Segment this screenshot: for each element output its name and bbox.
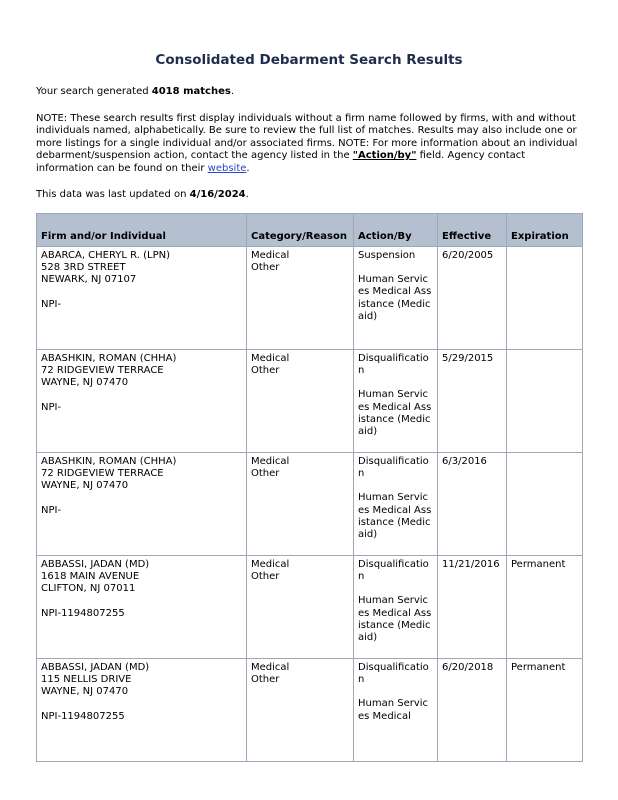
action-by-cell: [354, 247, 438, 350]
results-table: [36, 213, 583, 762]
reason: Other: [251, 468, 280, 480]
street-address: 528 3RD STREET: [41, 262, 126, 274]
table-row: [37, 659, 583, 762]
effective-date: 6/3/2016: [438, 453, 507, 556]
action: Disqualification: [358, 662, 429, 686]
firm-individual-cell: [37, 247, 247, 350]
city-state-zip: WAYNE, NJ 07470: [41, 686, 129, 698]
header-effective: Effective: [438, 214, 507, 247]
updated-prefix: This data was last updated on: [36, 189, 190, 200]
individual-name: ABBASSI, JADAN (MD): [41, 662, 150, 673]
note-text-before: NOTE: These search results first display individuals without a firm name followed by firms, with and without individuals named, alphabetically. Be sure to review the full list of matches. Results may also include one or more listings for a single individual and/or associated firms. NOTE: For more information about an individual debarment/suspension action, contact the agency listed in the: [36, 112, 578, 161]
expiration-date: [507, 350, 583, 453]
table-row: [37, 350, 583, 453]
npi-number: NPI-1194807255: [41, 607, 125, 619]
updated-date: 4/16/2024: [189, 189, 246, 200]
search-note: [36, 113, 582, 176]
header-category-reason: Category/Reason: [247, 214, 354, 247]
reason: Other: [251, 571, 280, 583]
category: Medical: [251, 353, 290, 364]
report-page: [36, 0, 582, 722]
action-by-cell: [354, 659, 438, 762]
table-row: [37, 453, 583, 556]
street-address: 72 RIDGEVIEW TERRACE: [41, 468, 164, 480]
action: Disqualification: [358, 559, 429, 583]
city-state-zip: CLIFTON, NJ 07011: [41, 583, 136, 595]
expiration-date: Permanent: [507, 659, 583, 762]
firm-individual-cell: [37, 556, 247, 659]
firm-individual-cell: [37, 453, 247, 556]
header-expiration: Expiration: [507, 214, 583, 247]
header-row: [37, 214, 583, 247]
category: Medical: [251, 662, 290, 673]
expiration-date: [507, 247, 583, 350]
city-state-zip: WAYNE, NJ 07470: [41, 480, 129, 492]
reason: Other: [251, 365, 280, 377]
summary-prefix: Your search generated: [36, 86, 152, 97]
street-address: 1618 MAIN AVENUE: [41, 571, 140, 583]
reason: Other: [251, 262, 280, 274]
action-by-field-ref: "Action/by": [352, 150, 417, 161]
street-address: 115 NELLIS DRIVE: [41, 674, 132, 686]
npi-number: NPI-1194807255: [41, 710, 125, 722]
table-row: [37, 556, 583, 659]
match-count: 4018 matches: [151, 86, 231, 97]
last-updated: [36, 189, 582, 202]
action-by-cell: [354, 350, 438, 453]
reason: Other: [251, 674, 280, 686]
action-by-cell: [354, 453, 438, 556]
agency: Human Services Medical: [358, 698, 429, 722]
effective-date: 6/20/2018: [438, 659, 507, 762]
updated-suffix: .: [245, 189, 249, 200]
action-by-cell: [354, 556, 438, 659]
agency: Human Services Medical Assistance (Medicaid): [358, 274, 432, 322]
agency: Human Services Medical Assistance (Medicaid): [358, 389, 432, 438]
category-reason-cell: [247, 659, 354, 762]
city-state-zip: WAYNE, NJ 07470: [41, 377, 129, 389]
action: Disqualification: [358, 353, 429, 377]
expiration-date: Permanent: [507, 556, 583, 659]
category: Medical: [251, 456, 290, 467]
effective-date: 6/20/2005: [438, 247, 507, 350]
firm-individual-cell: [37, 350, 247, 453]
note-text-middle: field. Agency contact information can be found on their: [36, 150, 526, 174]
category-reason-cell: [247, 453, 354, 556]
category: Medical: [251, 250, 290, 261]
npi-number: NPI-: [41, 504, 62, 516]
action: Disqualification: [358, 456, 429, 480]
page-title: Consolidated Debarment Search Results: [155, 52, 463, 68]
effective-date: 11/21/2016: [438, 556, 507, 659]
firm-individual-cell: [37, 659, 247, 762]
individual-name: ABASHKIN, ROMAN (CHHA): [41, 456, 177, 467]
street-address: 72 RIDGEVIEW TERRACE: [41, 365, 164, 377]
header-action-by: Action/By: [354, 214, 438, 247]
note-text-after: .: [246, 162, 250, 174]
city-state-zip: NEWARK, NJ 07107: [41, 274, 137, 286]
category: Medical: [251, 559, 290, 570]
header-firm-individual: Firm and/or Individual: [37, 214, 247, 247]
individual-name: ABASHKIN, ROMAN (CHHA): [41, 353, 177, 364]
category-reason-cell: [247, 350, 354, 453]
category-reason-cell: [247, 247, 354, 350]
effective-date: 5/29/2015: [438, 350, 507, 453]
summary-suffix: .: [230, 86, 234, 97]
agency: Human Services Medical Assistance (Medicaid): [358, 595, 432, 644]
expiration-date: [507, 453, 583, 556]
action: Suspension: [358, 250, 416, 261]
table-row: [37, 247, 583, 350]
category-reason-cell: [247, 556, 354, 659]
individual-name: ABBASSI, JADAN (MD): [41, 559, 150, 570]
agency: Human Services Medical Assistance (Medicaid): [358, 492, 432, 541]
npi-number: NPI-: [41, 298, 62, 310]
individual-name: ABARCA, CHERYL R. (LPN): [41, 250, 170, 261]
match-summary: [36, 86, 582, 99]
website-link[interactable]: website: [207, 162, 247, 174]
npi-number: NPI-: [41, 401, 62, 413]
